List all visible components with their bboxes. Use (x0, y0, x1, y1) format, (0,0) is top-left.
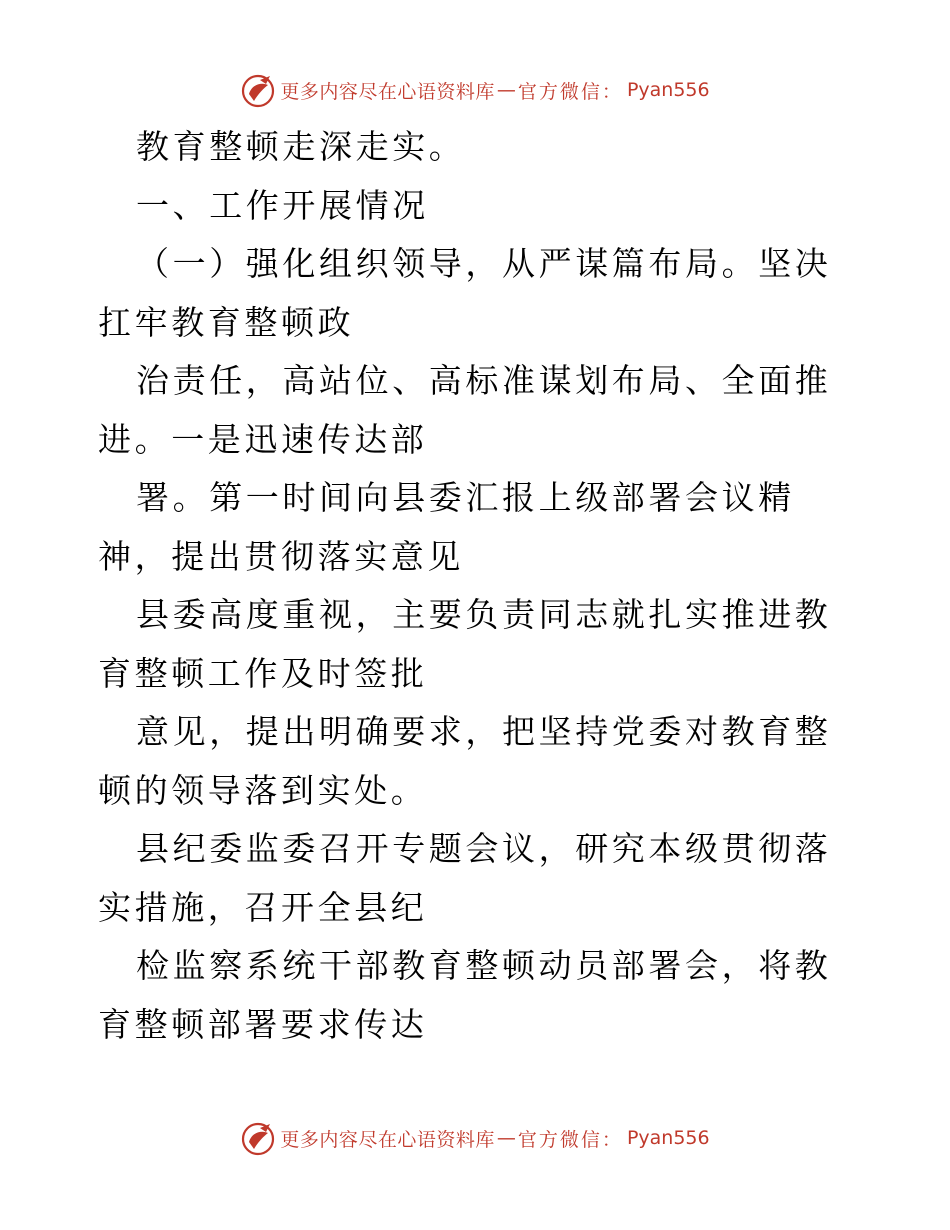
header-banner (0, 70, 950, 110)
logo-icon (240, 1120, 276, 1156)
banner-separator: — (496, 79, 516, 101)
footer-banner (0, 1118, 950, 1158)
document-body (98, 118, 858, 1054)
paragraph: （一）强化组织领导，从严谋篇布局。坚决扛牢教育整顿政 (98, 244, 832, 342)
banner-label: 官方微信： (517, 1128, 623, 1151)
banner-wechat-id: Pyan556 (626, 1127, 710, 1149)
paragraph: 治责任，高站位、高标准谋划布局、全面推进。一是迅速传达部 (98, 361, 832, 459)
banner-wechat-id: Pyan556 (626, 79, 710, 101)
section-heading: 一、工作开展情况 (136, 185, 429, 225)
paragraph: 县纪委监委召开专题会议，研究本级贯彻落实措施，召开全县纪 (98, 829, 832, 927)
logo-icon (240, 72, 276, 108)
banner-main-text: 更多内容尽在心语资料库 (280, 80, 495, 103)
paragraph: 检监察系统干部教育整顿动员部署会，将教育整顿部署要求传达 (98, 946, 832, 1044)
banner-main-text: 更多内容尽在心语资料库 (280, 1128, 495, 1151)
paragraph: 意见，提出明确要求，把坚持党委对教育整顿的领导落到实处。 (98, 712, 832, 810)
banner-separator: — (496, 1127, 516, 1149)
paragraph: 教育整顿走深走实。 (136, 127, 466, 166)
banner-label: 官方微信： (517, 80, 623, 103)
paragraph: 署。第一时间向县委汇报上级部署会议精神，提出贯彻落实意见 (98, 478, 795, 576)
paragraph: 县委高度重视，主要负责同志就扎实推进教育整顿工作及时签批 (98, 595, 832, 693)
